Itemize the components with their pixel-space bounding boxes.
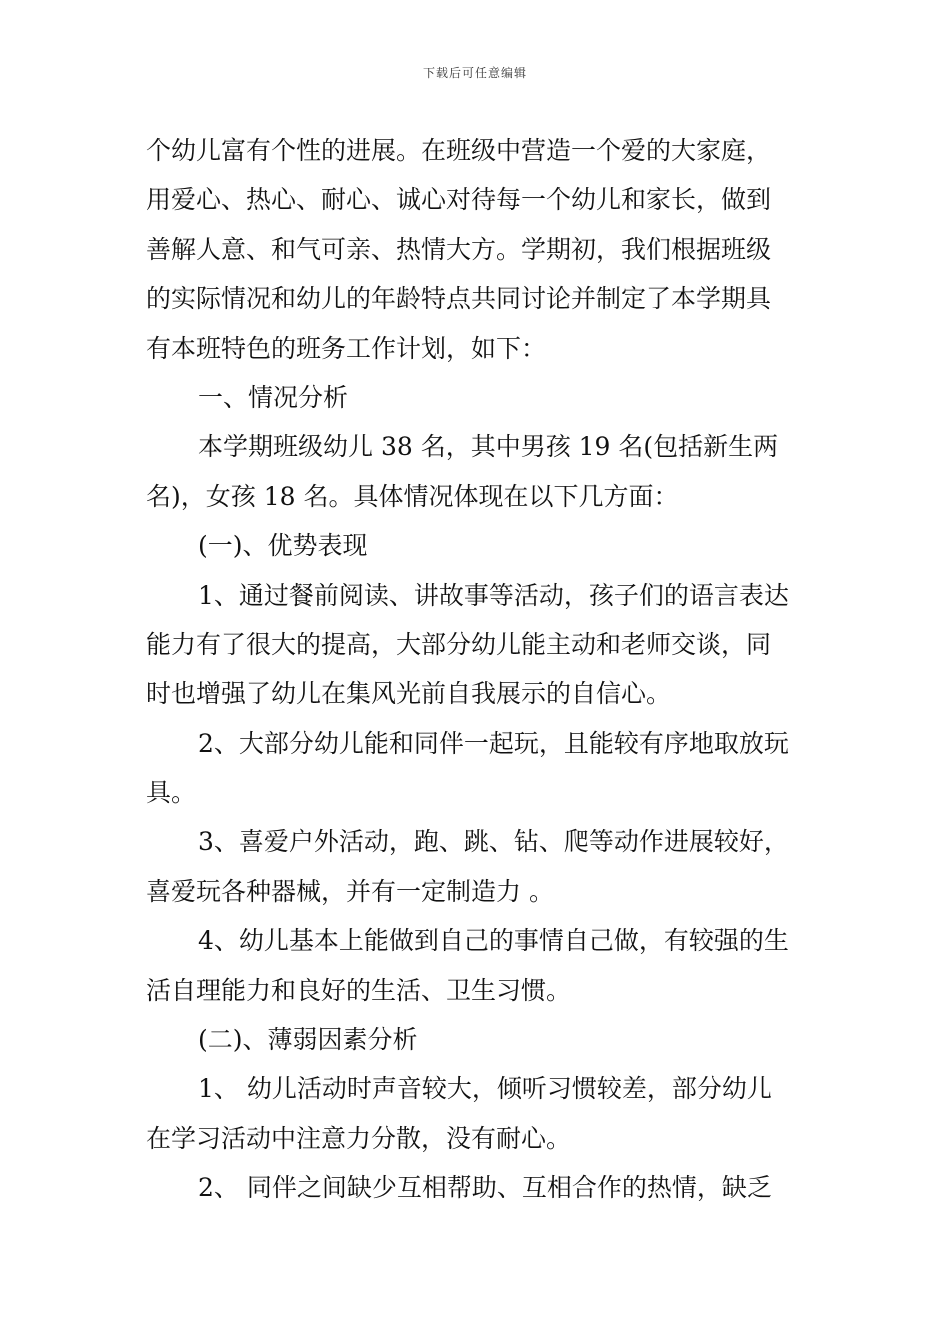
text-line: 喜爱玩各种器械，并有一定制造力 。 [146, 876, 554, 906]
text-line: 的实际情况和幼儿的年龄特点共同讨论并制定了本学期具 [146, 284, 772, 314]
subsection-heading: (二)、薄弱因素分析 [198, 1025, 418, 1055]
text-line: 本学期班级幼儿 38 名，其中男孩 19 名(包括新生两 [198, 432, 779, 462]
document-body [146, 126, 808, 1213]
text-line: 活自理能力和良好的生活、卫生习惯。 [146, 975, 572, 1005]
text-line: 用爱心、热心、耐心、诚心对待每一个幼儿和家长，做到 [146, 185, 772, 215]
list-item: 1、通过餐前阅读、讲故事等活动，孩子们的语言表达 [198, 580, 789, 610]
text-line: 善解人意、和气可亲、热情大方。学期初，我们根据班级 [146, 234, 772, 264]
list-item: 3、喜爱户外活动，跑、跳、钻、爬等动作进展较好， [198, 827, 789, 857]
header-note: 下载后可任意编辑 [422, 66, 527, 80]
subsection-heading: (一)、优势表现 [198, 531, 368, 561]
text-line: 个幼儿富有个性的进展。在班级中营造一个爱的大家庭， [146, 136, 772, 165]
list-item: 1、 幼儿活动时声音较大，倾听习惯较差，部分幼儿 [198, 1074, 772, 1104]
list-item: 4、幼儿基本上能做到自己的事情自己做，有较强的生 [198, 926, 789, 956]
text-line: 有本班特色的班务工作计划，如下： [146, 333, 547, 363]
text-line: 名)，女孩 18 名。具体情况体现在以下几方面： [146, 481, 679, 511]
text-line: 在学习活动中注意力分散，没有耐心。 [146, 1123, 572, 1153]
text-line: 能力有了很大的提高，大部分幼儿能主动和老师交谈，同 [146, 629, 772, 659]
text-line: 时也增强了幼儿在集风光前自我展示的自信心。 [146, 679, 672, 709]
section-heading: 一、情况分析 [198, 382, 349, 412]
list-item: 2、 同伴之间缺少互相帮助、互相合作的热情，缺乏 [198, 1173, 772, 1203]
text-line: 具。 [146, 778, 197, 808]
list-item: 2、大部分幼儿能和同伴一起玩，且能较有序地取放玩 [198, 728, 789, 758]
